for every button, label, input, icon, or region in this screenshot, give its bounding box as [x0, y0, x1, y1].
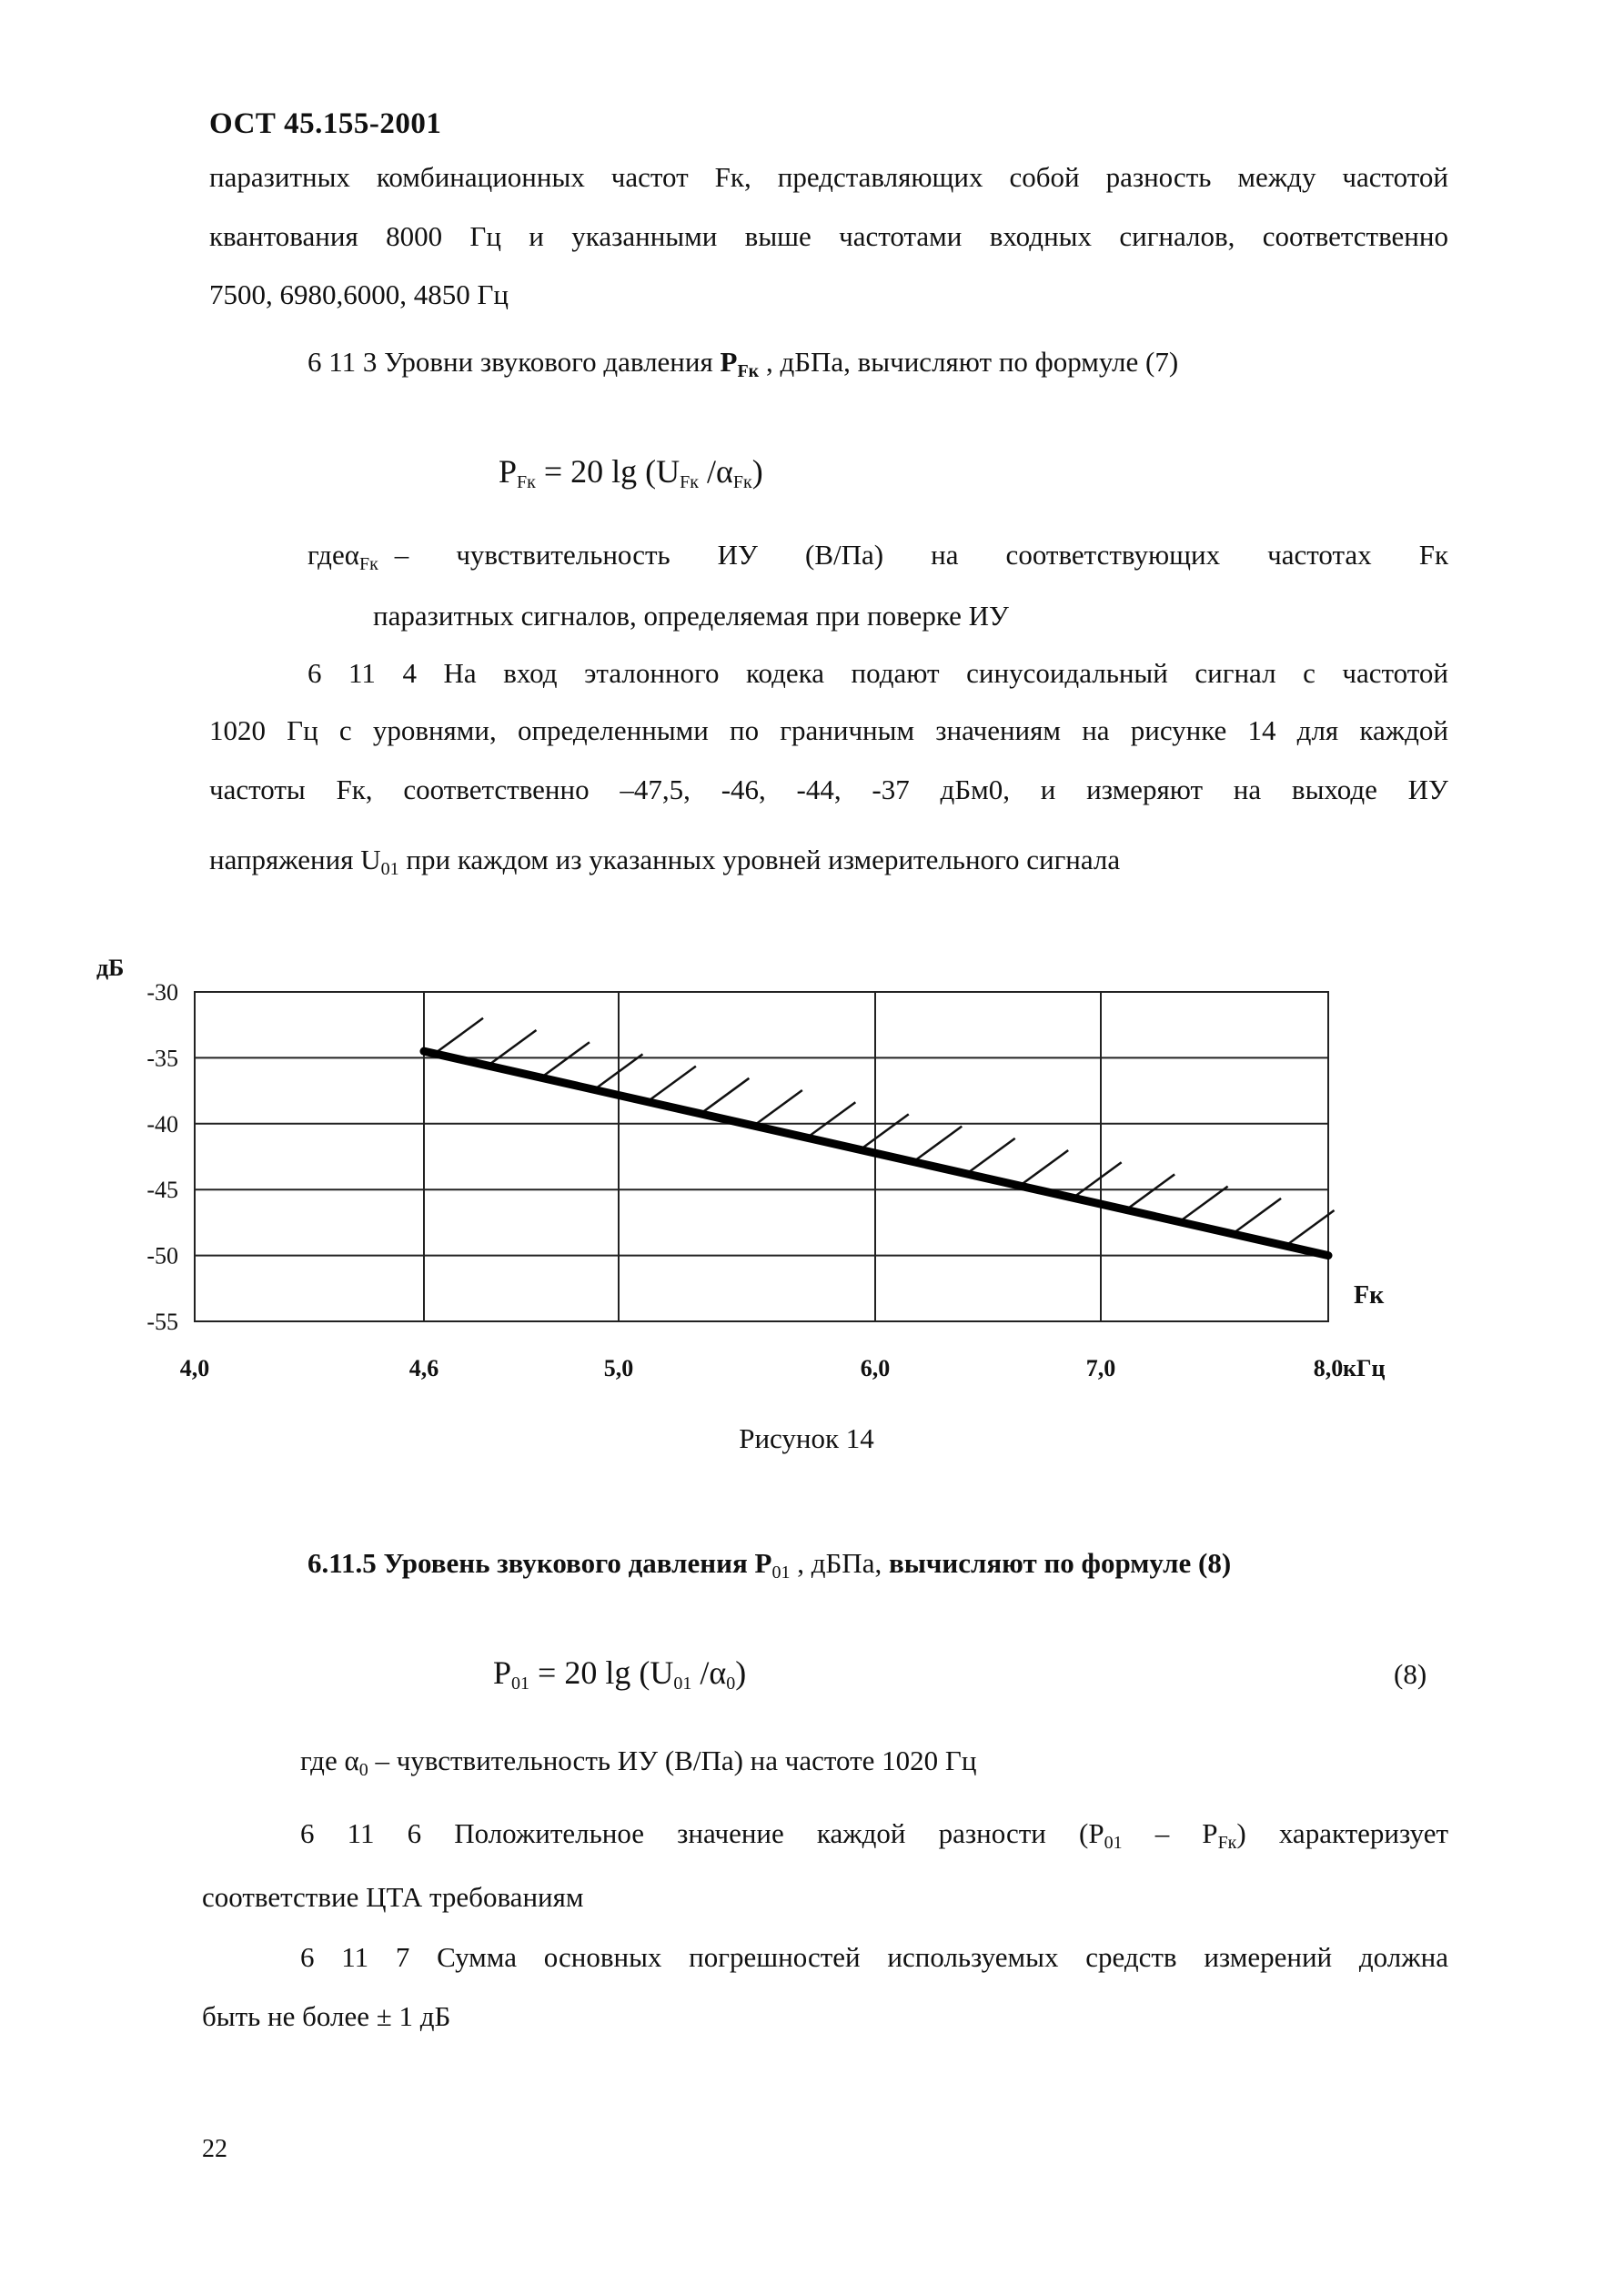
hatch-mark: [701, 1078, 749, 1114]
y-tick-label: -30: [146, 979, 178, 1006]
x-axis-label: Fк: [1354, 1281, 1385, 1310]
where-7-line2: паразитных сигналов, определяемая при поверке ИУ: [373, 600, 1009, 632]
x-tick-label: 4,6: [408, 1355, 439, 1381]
hatch-mark: [754, 1090, 802, 1126]
document-header: ОСТ 45.155-2001: [209, 107, 442, 140]
hatch-mark: [1126, 1174, 1174, 1209]
hatch-mark: [541, 1042, 590, 1077]
y-axis-label: дБ: [96, 955, 125, 981]
hatch-mark: [913, 1127, 962, 1162]
para1-line3: 7500, 6980,6000, 4850 Гц: [209, 278, 509, 310]
section-6117-line1: 6 11 7 Сумма основных погрешностей используемых средств измерений должна: [300, 1941, 1448, 1973]
hatch-mark: [435, 1018, 483, 1054]
section-6117-line2: быть не более ± 1 дБ: [202, 2000, 451, 2032]
x-tick-label: 6,0: [860, 1355, 891, 1381]
where-7-line1: где $\alpha_{Fк}$ – чувствительность ИУ (В/Па) на соответствующих частотах Fк: [307, 539, 1448, 574]
x-tick-label: 8,0: [1313, 1355, 1344, 1381]
hatch-mark: [1233, 1199, 1281, 1234]
section-6113: 6 11 3 Уровни звукового давления $P_{Fк}$ , дБПа, вычисляют по формуле (7): [307, 346, 1179, 381]
x-tick-label: 7,0: [1085, 1355, 1116, 1381]
x-tick-label: 5,0: [603, 1355, 634, 1381]
section-6116-line1: 6 11 6 Положительное значение каждой разности $(P_{01} - P_{Fк})$ характеризует: [300, 1817, 1448, 1853]
y-tick-label: -45: [146, 1177, 178, 1204]
y-tick-label: -50: [146, 1242, 178, 1269]
formula-7: $P_{Fк} = 20$ $\lg (U_{Fк}$ $/\alpha_{Fк}$): [499, 453, 763, 492]
plot-frame: [195, 992, 1328, 1321]
para1-line1: паразитных комбинационных частот Fк, представляющих собой разность между частотой: [209, 161, 1448, 193]
hatch-mark: [860, 1114, 908, 1149]
figure-caption: Рисунок 14: [739, 1422, 874, 1454]
hatch-mark: [966, 1138, 1014, 1174]
section-6114-line3: частоты Fк, соответственно –47,5, -46, -44, -37 дБм0, и измеряют на выходе ИУ: [209, 774, 1448, 805]
x-tick-label: 4,0: [179, 1355, 210, 1381]
section-6114-line2: 1020 Гц с уровнями, определенными по граничным значениям на рисунке 14 для каждой: [209, 714, 1448, 746]
section-6114-line4: напряжения $U_{01}$ при каждом из указанных уровней измерительного сигнала: [209, 844, 1121, 879]
para1-line2: квантования 8000 Гц и указанными выше частотами входных сигналов, соответственно: [209, 220, 1448, 252]
hatch-mark: [1073, 1162, 1121, 1198]
y-tick-label: -35: [146, 1045, 178, 1072]
hatch-mark: [1020, 1150, 1068, 1186]
where-8: где $\alpha_0$ – чувствительность ИУ (В/Па) на частоте 1020 Гц: [300, 1745, 977, 1780]
page-number: 22: [202, 2135, 227, 2163]
hatch-mark: [488, 1030, 536, 1066]
equation-number-8: (8): [1394, 1658, 1427, 1690]
hatch-mark: [648, 1067, 696, 1102]
formula-8: $P_{01} = 20$ $\lg (U_{01}$ $/\alpha_0$): [493, 1654, 747, 1694]
hatch-mark: [807, 1102, 855, 1138]
section-6115: 6.11.5 Уровень звукового давления $P_{01}$ , дБПа, вычисляют по формуле (8): [307, 1547, 1232, 1583]
hatch-mark: [1179, 1187, 1227, 1222]
hatch-mark: [1285, 1210, 1334, 1246]
section-6114-line1: 6 11 4 На вход эталонного кодека подают синусоидальный сигнал с частотой: [307, 657, 1448, 689]
x-axis-unit: кГц: [1343, 1355, 1386, 1381]
y-tick-label: -40: [146, 1110, 178, 1138]
section-6116-line2: соответствие ЦТА требованиям: [202, 1881, 584, 1913]
y-tick-label: -55: [146, 1309, 178, 1335]
